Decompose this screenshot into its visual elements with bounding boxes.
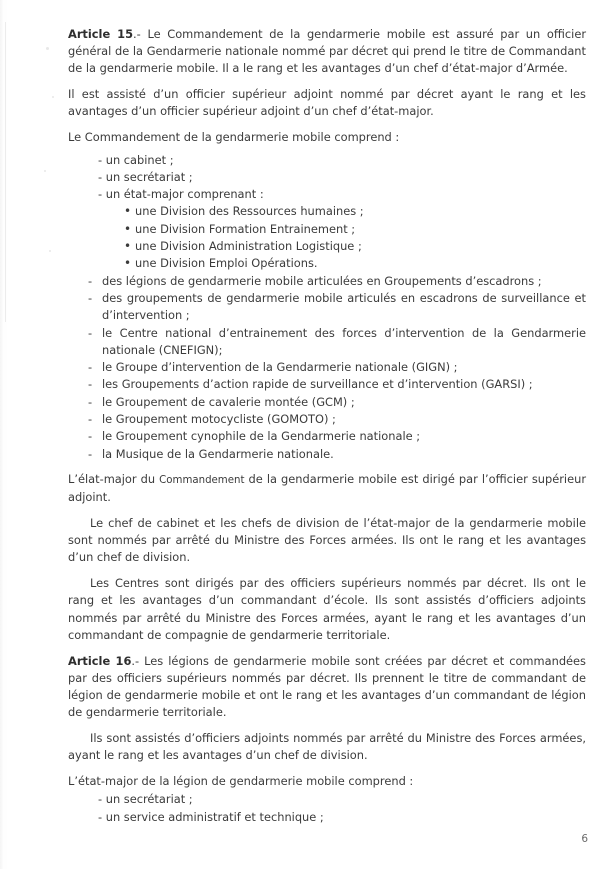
list-item-text: - un secrétariat ; xyxy=(98,792,193,807)
article-15-comprend-paragraph: Le Commandement de la gendarmerie mobile comprend : xyxy=(68,130,400,145)
list-item xyxy=(88,359,586,376)
etatmajor-text-end: de la gendarmerie mobile est dirigé par l’officier supérieur adjoint. xyxy=(68,471,586,504)
list-item xyxy=(84,152,586,169)
list-item-text: les Groupements d’action rapide de surveillance et d’intervention (GARSI) ; xyxy=(102,377,533,392)
article-16-label: Article 16 xyxy=(68,653,132,668)
etatmajor-text-start: L’élat-major du xyxy=(68,471,160,486)
list-item-text: une Division Formation Entrainement ; xyxy=(135,221,356,236)
list-item-text: le Centre national d’entrainement des forces d’intervention de la Gendarmerie nationale (CNEFIGN); xyxy=(102,325,586,357)
article-15-etatmajor-paragraph xyxy=(68,471,586,506)
dash-marker-icon: - xyxy=(88,394,93,409)
list-item-text: - un secrétariat ; xyxy=(98,169,193,184)
list-item-text: - un cabinet ; xyxy=(98,152,174,167)
article-16-assistes-paragraph: Ils sont assistés d’officiers adjoints nommés par arrêté du Ministre des Forces armées, ayant le rang et les avantages d’un chef de division. xyxy=(68,731,586,763)
scan-line-artifact xyxy=(5,22,6,322)
bullet-marker-icon: • xyxy=(124,256,132,271)
list-item xyxy=(124,221,586,238)
article-15-label-suffix: .- xyxy=(133,27,148,41)
list-item xyxy=(88,376,586,393)
list-item xyxy=(124,255,586,272)
list-item-text: des légions de gendarmerie mobile articulées en Groupements d’escadrons ; xyxy=(102,273,542,288)
list-item-text: une Division Administration Logistique ; xyxy=(135,239,362,254)
list-item xyxy=(84,809,586,826)
article-16-comprend-paragraph: L’état-major de la légion de gendarmerie mobile comprend : xyxy=(68,774,414,789)
list-item xyxy=(84,186,586,203)
list-item-text: le Groupement motocycliste (GOMOTO) ; xyxy=(102,412,336,427)
list-item xyxy=(88,290,586,325)
dash-marker-icon: - xyxy=(88,377,93,392)
article-15-divisions-list xyxy=(68,203,586,272)
article-15-label: Article 15 xyxy=(68,27,134,41)
list-item xyxy=(88,428,586,445)
article-15-intro-paragraph xyxy=(68,26,586,77)
list-item-text: une Division des Ressources humaines ; xyxy=(135,204,364,219)
list-item xyxy=(84,169,586,186)
list-item-text: le Groupement cynophile de la Gendarmerie nationale ; xyxy=(102,429,421,444)
list-item xyxy=(88,394,586,411)
article-16-intro-paragraph xyxy=(68,653,586,721)
list-item xyxy=(88,411,586,428)
list-item xyxy=(88,325,586,360)
list-item xyxy=(88,273,586,290)
dash-marker-icon: - xyxy=(88,429,93,444)
list-item-text: le Groupement de cavalerie montée (GCM) ; xyxy=(102,394,355,409)
article-15-level1-list xyxy=(68,152,586,204)
bullet-marker-icon: • xyxy=(124,239,132,254)
document-body xyxy=(68,26,586,826)
article-15-centres-paragraph: Les Centres sont dirigés par des officiers supérieurs nommés par décret. Ils ont le rang et les avantages d’un commandant d’école. Ils sont assistés d’officiers adjoints nommés par arrêté du Ministre des Forces armées, ayant le rang et les avantages d’un commandant de compagnie de gendarmerie territoriale. xyxy=(68,576,586,642)
list-item xyxy=(124,238,586,255)
article-15-chef-cabinet-paragraph: Le chef de cabinet et les chefs de division de l’état-major de la gendarmerie mobile sont nommés par arrêté du Ministre des Forces armées. Ils ont le rang et les avantages d’un chef de division. xyxy=(68,516,586,565)
article-15-units-list xyxy=(68,273,586,463)
dash-marker-icon: - xyxy=(88,273,93,288)
etatmajor-emphasis-word: Commandement xyxy=(159,474,245,486)
list-item-text: le Groupe d’intervention de la Gendarmerie nationale (GIGN) ; xyxy=(102,360,458,375)
article-15-intro-text: Le Commandement de la gendarmerie mobile est assuré par un officier général de la Gendarmerie nationale nommé par décret qui prend le titre de Commandant de la gendarmerie mobile. Il a le rang et les avantages d’un chef d’état-major d’Armée. xyxy=(68,27,587,76)
list-item-text: une Division Emploi Opérations. xyxy=(135,256,318,271)
article-16-intro-text: Les légions de gendarmerie mobile sont créées par décret et commandées par des officiers supérieurs nommés par décret. Ils prennent le titre de commandant de légion de gendarmerie mobile et ont le rang et les avantages d’un commandant de légion de gendarmerie territoriale. xyxy=(68,653,586,720)
list-item xyxy=(84,791,586,808)
bullet-marker-icon: • xyxy=(124,204,132,219)
scan-speck xyxy=(52,96,54,98)
article-16-label-suffix: .- xyxy=(131,653,145,668)
list-item xyxy=(124,203,586,220)
dash-marker-icon: - xyxy=(88,360,93,375)
scan-speck xyxy=(46,47,49,50)
dash-marker-icon: - xyxy=(88,412,93,427)
scan-speck xyxy=(49,250,51,252)
list-item-text: - un état-major comprenant : xyxy=(98,187,264,202)
dash-marker-icon: - xyxy=(88,290,93,305)
list-item-text: des groupements de gendarmerie mobile articulés en escadrons de surveillance et d’intervention ; xyxy=(102,290,586,323)
dash-marker-icon: - xyxy=(88,325,93,340)
dash-marker-icon: - xyxy=(88,446,93,461)
page-number: 6 xyxy=(581,833,588,845)
bullet-marker-icon: • xyxy=(124,221,132,236)
article-16-items-list xyxy=(68,791,586,826)
list-item xyxy=(88,446,586,463)
scan-speck xyxy=(44,170,46,172)
list-item-text: - un service administratif et technique ; xyxy=(98,809,324,824)
article-15-adjoint-paragraph: Il est assisté d’un officier supérieur adjoint nommé par décret ayant le rang et les avantages d’un officier supérieur adjoint d’un chef d’état-major. xyxy=(68,87,586,119)
list-item-text: la Musique de la Gendarmerie nationale. xyxy=(102,446,334,461)
